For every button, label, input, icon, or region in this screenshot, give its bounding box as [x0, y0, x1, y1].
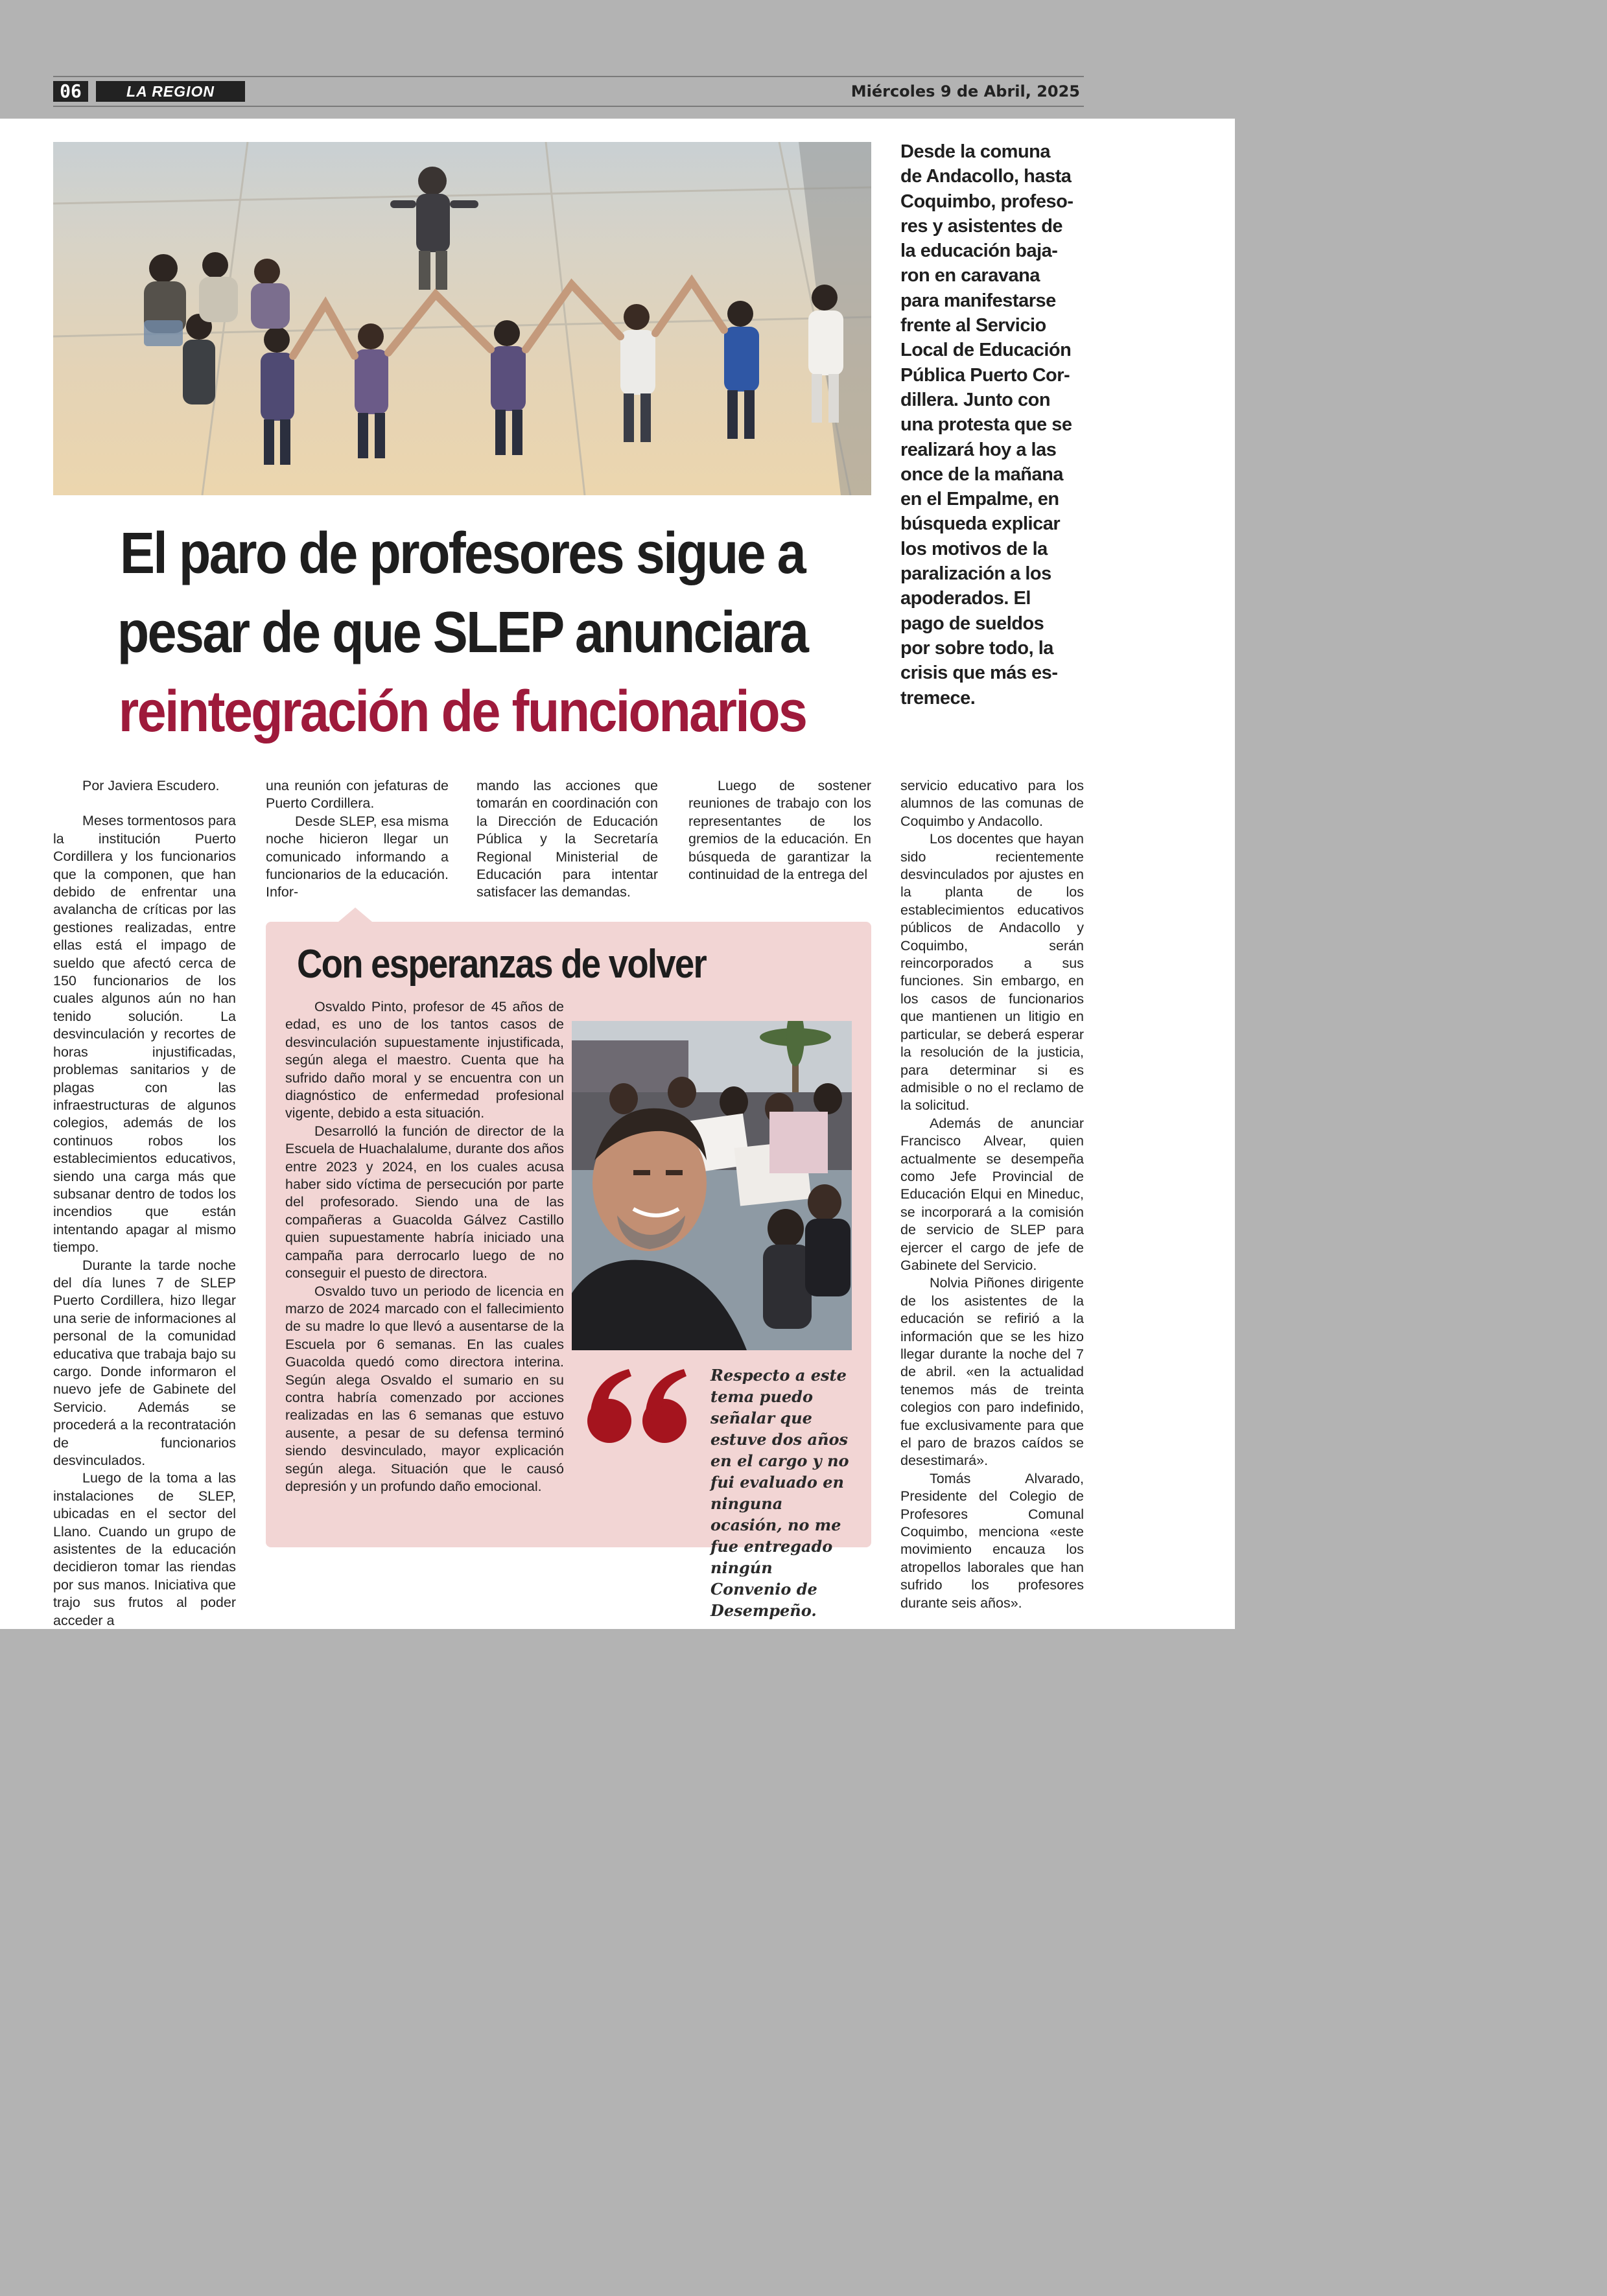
article-headline: [94, 514, 830, 751]
paragraph: mando las acciones que tomarán en coordinación con la Dirección de Educación Pública y la Secretaría Regional Ministerial de Educación para intentar satisfacer las demandas.: [476, 778, 658, 900]
headline-line-2: pesar de que SLEP anunciara: [117, 600, 808, 665]
masthead-logo: LA REGION: [96, 81, 245, 102]
paragraph: Además de anunciar Francisco Alvear, quien actualmente se desempeña como Jefe Provincial de Educación Elqui en Mineduc, se incorporará a la comisión de servicio de SLEP para ejercer el cargo de jefe de Gabinete del Servicio.: [900, 1115, 1084, 1273]
paragraph: Luego de la toma a las instalaciones de SLEP, ubicadas en el sector del Llano. Cuando un grupo de asistentes de la educación decidieron tomar las riendas por sus manos. Iniciativa que trajo sus frutos al poder acceder a: [53, 1470, 236, 1628]
paragraph: una reunión con jefaturas de Puerto Cordillera.: [266, 778, 449, 812]
paragraph: Durante la tarde noche del día lunes 7 de SLEP Puerto Cordillera, hizo llegar una serie de informaciones al personal de la comunidad educativa que trabaja bajo su cargo. Donde informaron el nuevo jefe de Gabinete del Servicio. Además se procederá a la recontratación de funcionarios desvinculados.: [53, 1257, 236, 1469]
issue-date: Miércoles 9 de Abril, 2025: [850, 82, 1080, 100]
sidebar-text: [285, 998, 564, 1495]
selfie-photo-illustration: [572, 1021, 852, 1350]
byline: Por Javiera Escudero.: [82, 778, 220, 793]
article-column-5: [900, 777, 1084, 1612]
pull-quote: [581, 1365, 853, 1621]
paragraph: Luego de sostener reuniones de trabajo con los representantes de los gremios de la educación. En búsqueda de garantizar la continuidad de la entrega del: [688, 778, 871, 883]
paragraph: Tomás Alvarado, Presidente del Colegio de Profesores Comunal Coquimbo, menciona «este movimiento encauza los atropellos laborales que han sufrido los profesores durante seis años».: [900, 1470, 1084, 1611]
newspaper-page: [0, 119, 1235, 1629]
paragraph: Nolvia Piñones dirigente de los asistentes de la educación se refirió a la información que se les hizo llegar durante la noche del 7 de abril. «en la actualidad tenemos más de treinta colegios con paro indefinido, fue exclusivamente para que el paro de brazos caídos se desestimará».: [900, 1275, 1084, 1469]
article-column-2: [266, 777, 449, 902]
paragraph: Osvaldo tuvo un periodo de licencia en marzo de 2024 marcado con el fallecimiento de su madre lo que llevó a ausentarse de la Escuela por 6 semanas. En las cuales Guacolda quedó como directora interina. Según alega Osvaldo el sumario en su contra habría comenzado por acciones realizadas en las 6 semanas que estuvo ausente, a pesar de su defensa terminó siendo desvinculado, mayor explicación según alega. Situación que le causó depresión y un profundo daño emocional.: [285, 1283, 564, 1494]
paragraph: Los docentes que hayan sido recientemente desvinculados por ajustes en la planta de los establecimientos educativos públicos de Andacollo y Coquimbo, serán reincorporados a sus funciones. Sin embargo, en los casos de funcionarios que mantienen un litigio en particular, se deberá esperar la resolución de la justicia, para determinar si es admisible o no el reclamo de la solicitud.: [900, 831, 1084, 1114]
main-photo: [53, 142, 871, 495]
page-number: 06: [53, 81, 88, 102]
paragraph: Meses tormentosos para la institución Puerto Cordillera y los funcionarios que la componen, que han debido de enfrentar una avalancha de críticas por las gestiones realizadas, entre ellas está el impago de sueldo que afectó cerca de 150 funcionarios de los cuales algunos aún no han tenido solución. La desvinculación y recortes de horas injustificadas, problemas sanitarios y de plagas con las infraestructuras de algunos colegios, además de los continuos robos los establecimientos educativos, siendo una carga más que subsanar dentro de todos los incendios que están intentando apagar al mismo tiempo.: [53, 813, 236, 1256]
paragraph: servicio educativo para los alumnos de las comunas de Coquimbo y Andacollo.: [900, 778, 1084, 829]
headline-line-1: El paro de profesores sigue a: [119, 521, 805, 586]
sidebar-box: [266, 922, 871, 1620]
sidebar-title: Con esperanzas de volver: [297, 942, 706, 987]
paragraph: Desde SLEP, esa misma noche hicieron llegar un comunicado informando a funcionarios de la educación. Infor-: [266, 813, 449, 900]
headline-accent-line: reintegración de funcionarios: [118, 679, 806, 744]
article-column-1: [53, 777, 236, 1630]
sidebar-photo: [572, 1021, 852, 1350]
article-column-4: [688, 777, 871, 884]
paragraph: Desarrolló la función de director de la Escuela de Huachalalume, durante dos años entre 2023 y 2024, en los cuales acusa haber sido víctima de persecución por parte del profesorado. Siendo una de las compañeras a Guacolda Gálvez Castillo quien supuestamente habría iniciado una campaña para derrocarlo luego de no conseguir el puesto de directora.: [285, 1123, 564, 1282]
sidebar-notch: [338, 908, 372, 922]
article-standfirst: Desde la comuna de Andacollo, hasta Coquimbo, profeso-res y asistentes de la educación baja-ron en caravana para manifestarse frente al Servicio Local de Educación Pública Puerto Cor-dillera. Junto con una protesta que se realizará hoy a las once de la mañana en el Empalme, en búsqueda explicar los motivos de la paralización a los apoderados. El pago de sueldos por sobre todo, la crisis que más es-tremece.: [900, 141, 1073, 709]
article-column-3: [476, 777, 658, 902]
paragraph: Osvaldo Pinto, profesor de 45 años de edad, es uno de los tantos casos de desvinculación supuestamente injustificada, según alega el maestro. Cuenta que ha sufrido daño moral y se encuentra con un diagnóstico de enfermedad profesional vigente, debido a esta situación.: [285, 999, 564, 1121]
page-header: [53, 76, 1084, 107]
protest-photo-illustration: [53, 142, 871, 495]
pull-quote-text: Respecto a este tema puedo señalar que estuve dos años en el cargo y no fui evaluado en ninguna ocasión, no me fue entregado ningún Convenio de Desempeño.: [710, 1366, 849, 1620]
